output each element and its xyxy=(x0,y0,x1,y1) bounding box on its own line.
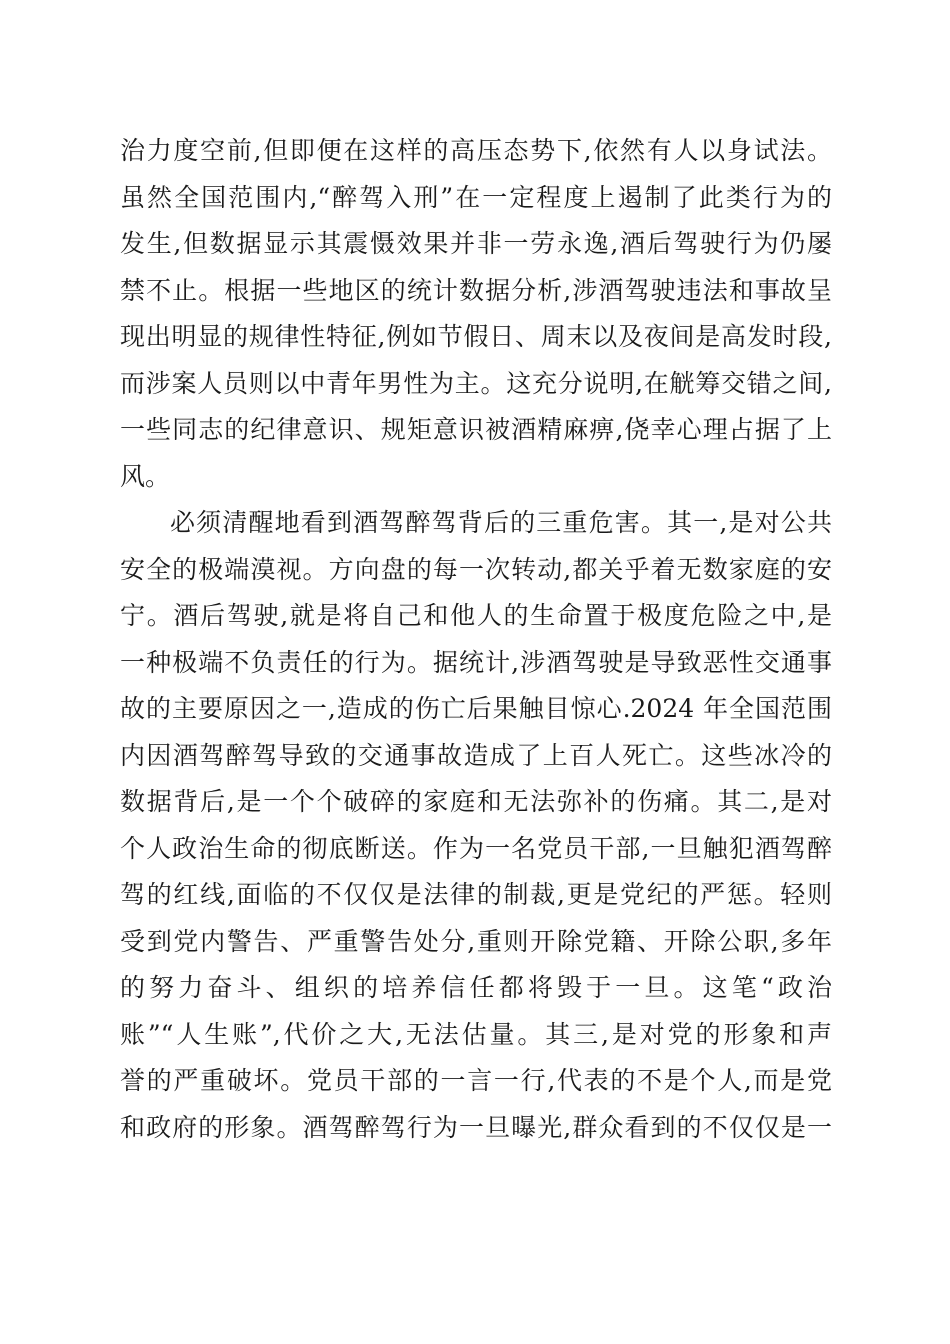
text-line: 个人政治生命的彻底断送。作为一名党员干部,一旦触犯酒驾醉 xyxy=(120,833,832,863)
text-line: 故的主要原因之一,造成的伤亡后果触目惊心.2024 年全国范围 xyxy=(120,694,832,723)
text-line: 禁不止。根据一些地区的统计数据分析,涉酒驾驶违法和事故呈 xyxy=(120,275,832,305)
text-line: 一些同志的纪律意识、规矩意识被酒精麻痹,侥幸心理占据了上 xyxy=(120,415,832,444)
text-line: 驾的红线,面临的不仅仅是法律的制裁,更是党纪的严惩。轻则 xyxy=(120,880,832,909)
text-line: 数据背后,是一个个破碎的家庭和无法弥补的伤痛。其二,是对 xyxy=(120,787,832,816)
text-line: 和政府的形象。酒驾醉驾行为一旦曝光,群众看到的不仅仅是一 xyxy=(120,1112,832,1142)
text-line: 誉的严重破坏。党员干部的一言一行,代表的不是个人,而是党 xyxy=(120,1066,832,1095)
body-text xyxy=(120,128,832,1151)
paragraph-1 xyxy=(120,128,832,500)
text-line: 安全的极端漠视。方向盘的每一次转动,都关乎着无数家庭的安 xyxy=(120,554,832,584)
text-line: 宁。酒后驾驶,就是将自己和他人的生命置于极度危险之中,是 xyxy=(120,601,832,630)
text-line: 而涉案人员则以中青年男性为主。这充分说明,在觥筹交错之间, xyxy=(120,368,832,398)
text-line: 的努力奋斗、组织的培养信任都将毁于一旦。这笔“政治 xyxy=(120,973,832,1002)
text-line: 必须清醒地看到酒驾醉驾背后的三重危害。其一,是对公共 xyxy=(170,508,832,537)
text-line: 虽然全国范围内,“醉驾入刑”在一定程度上遏制了此类行为的 xyxy=(120,182,832,212)
text-line: 发生,但数据显示其震慑效果并非一劳永逸,酒后驾驶行为仍屡 xyxy=(120,229,832,258)
text-line: 受到党内警告、严重警告处分,重则开除党籍、开除公职,多年 xyxy=(120,926,832,956)
text-line: 现出明显的规律性特征,例如节假日、周末以及夜间是高发时段, xyxy=(120,322,832,351)
text-line: 内因酒驾醉驾导致的交通事故造成了上百人死亡。这些冰冷的 xyxy=(120,740,832,770)
text-line: 一种极端不负责任的行为。据统计,涉酒驾驶是导致恶性交通事 xyxy=(120,647,832,677)
text-line: 账”“人生账”,代价之大,无法估量。其三,是对党的形象和声 xyxy=(120,1019,832,1049)
text-line: 治力度空前,但即便在这样的高压态势下,依然有人以身试法。 xyxy=(120,136,832,165)
text-line: 风。 xyxy=(120,461,171,491)
paragraph-2 xyxy=(120,500,832,1151)
